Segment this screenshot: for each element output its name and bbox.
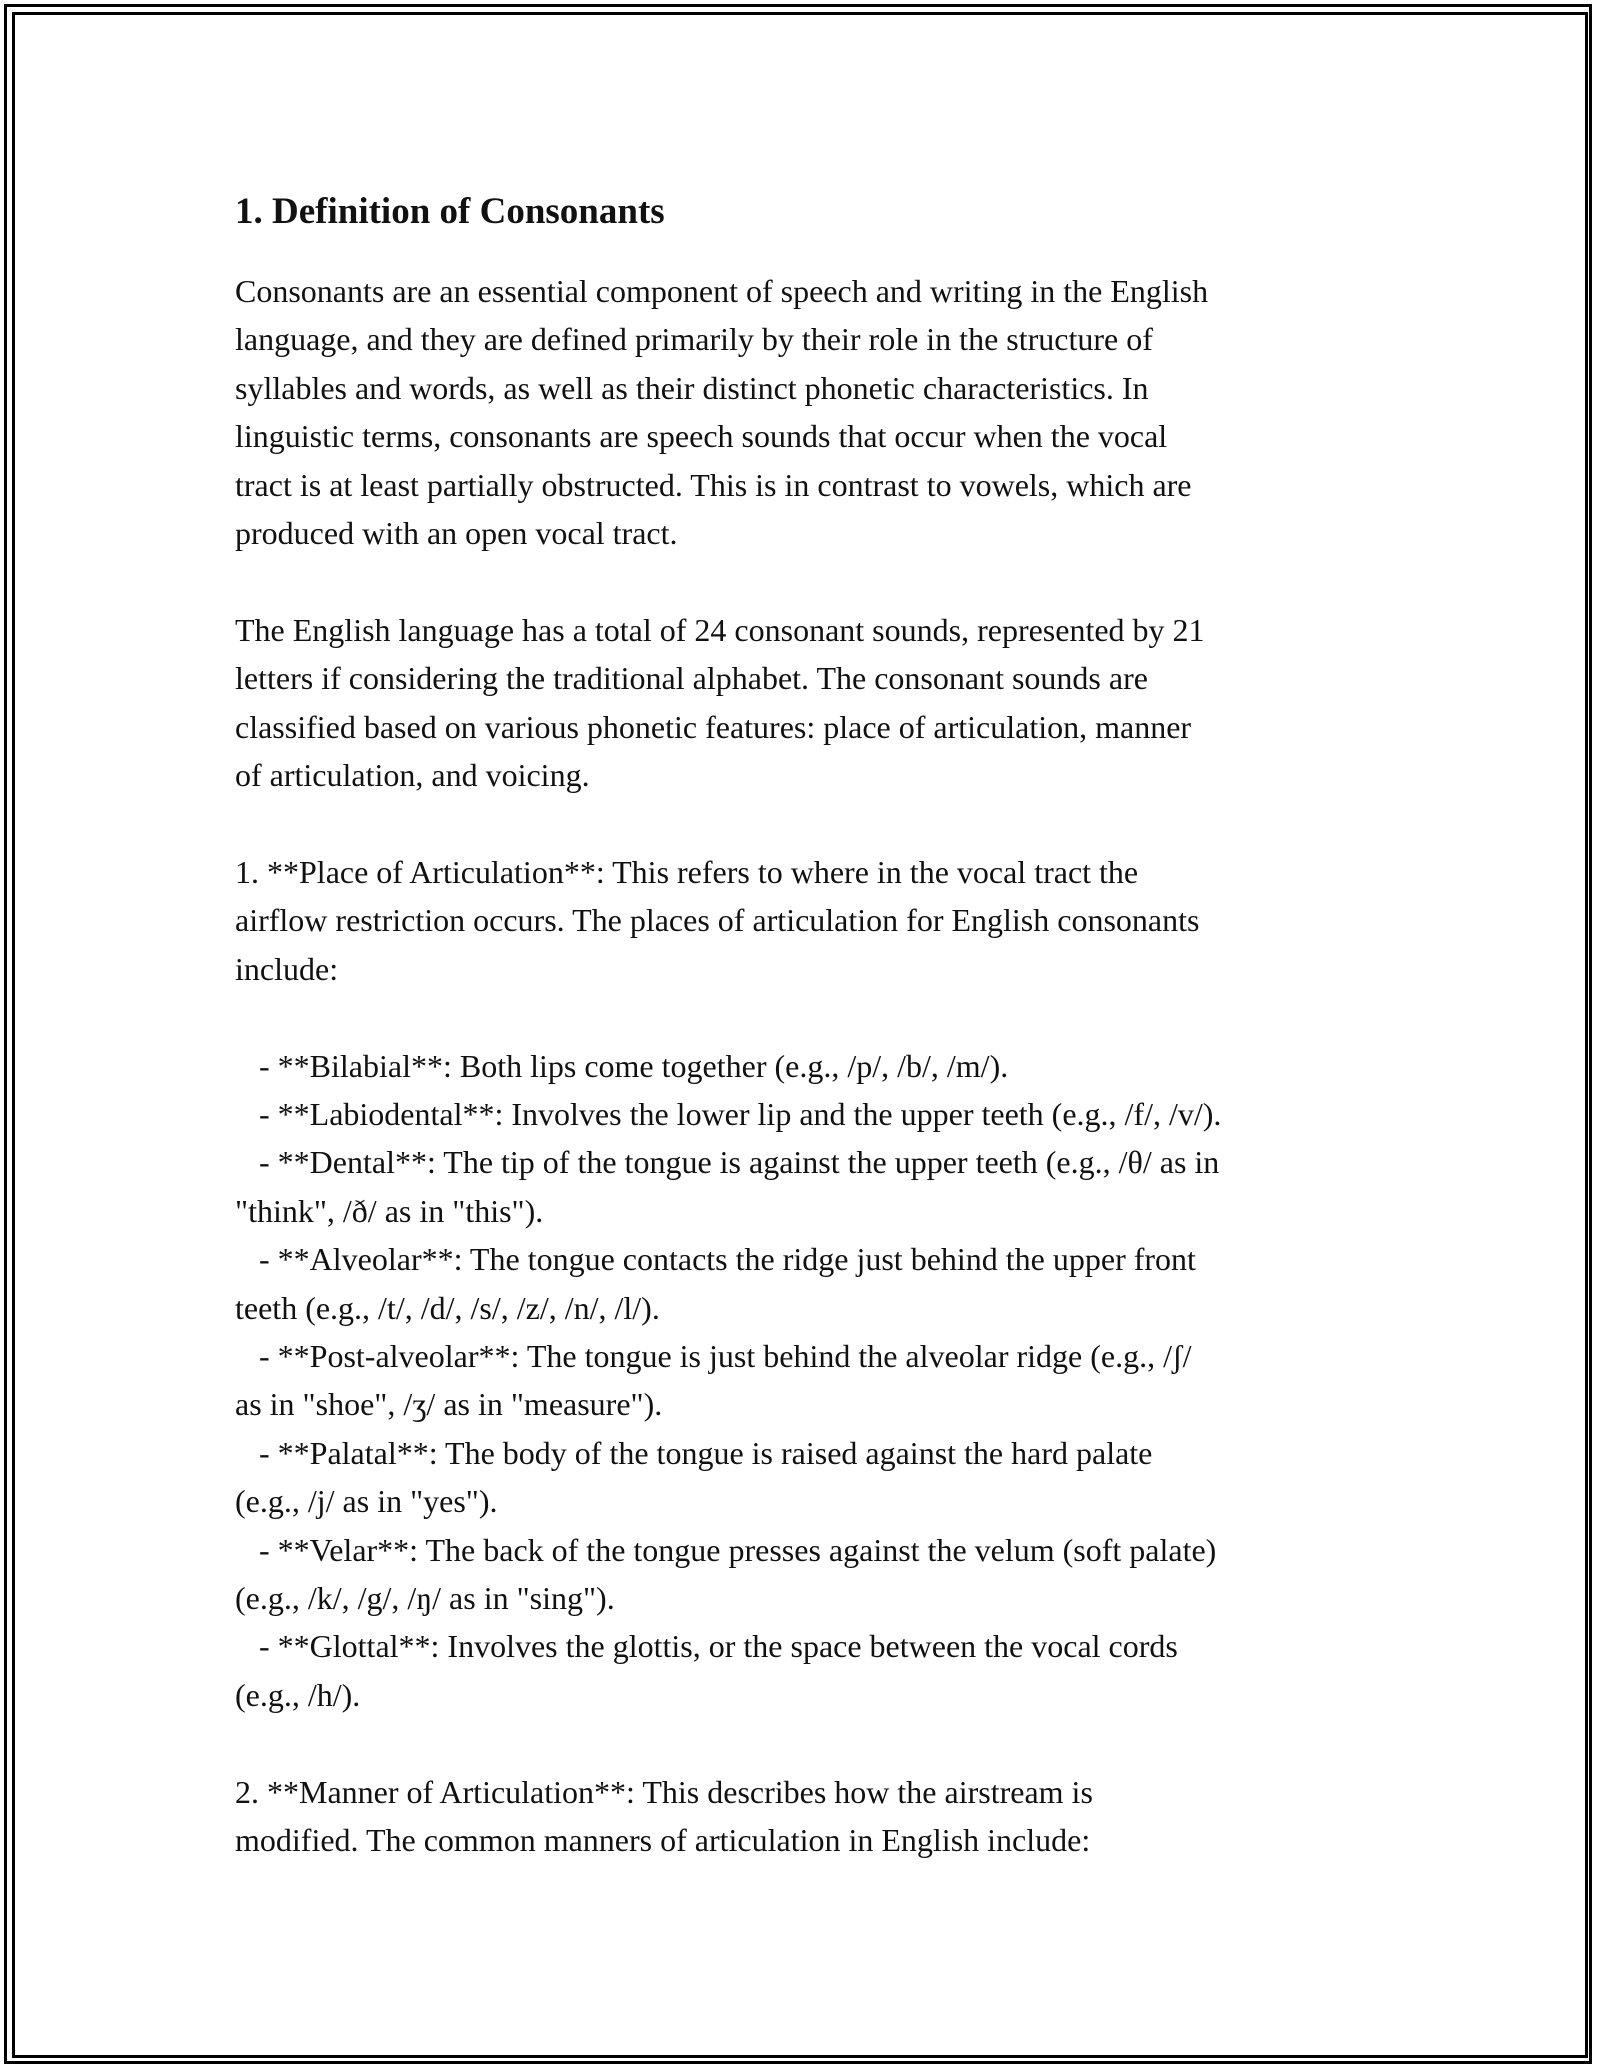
section-body: Consonants are an essential component of speech and writing in the English language, and they are defined primarily by their role in the structure of syllables and words, as well as their distinct phonetic characteristics. In linguistic terms, consonants are speech sounds that occur when the vocal tract is at least partially obstructed. This is in contrast to vowels, which are produced with an open vocal tract. The English language has a total of 24 consonant sounds, represented by 21 letters if considering the traditional alphabet. The consonant sounds are classified based on various phonetic features: place of articulation, manner of articulation, and voicing. 1. **Place of Articulation**: This refers to where in the vocal tract the airflow restriction occurs. The places of articulation for English consonants include: - **Bilabial**: Both lips come together (e.g., /p/, /b/, /m/). - **Labiodental**: Involves the lower lip and the upper teeth (e.g., /f/, /v/). - **Dental**: The tip of the tongue is against the upper teeth (e.g., /θ/ as in "think", /ð/ as in "this"). - **Alveolar**: The tongue contacts the ridge just behind the upper front teeth (e.g., /t/, /d/, /s/, /z/, /n/, /l/). - **Post-alveolar**: The tongue is just behind the alveolar ridge (e.g., /ʃ/ as in "shoe", /ʒ/ as in "measure"). - **Palatal**: The body of the tongue is raised against the hard palate (e.g., /j/ as in "yes"). - **Velar**: The back of the tongue presses against the velum (soft palate) (e.g., /k/, /g/, /ŋ/ as in "sing"). - **Glottal**: Involves the glottis, or the space between the vocal cords (e.g., /h/). 2. **Manner of Articulation**: This describes how the airstream is modified. The common manners of articulation in English include: [235,273,1222,1858]
section-heading: 1. Definition of Consonants [235,191,665,232]
document-page [235,185,1375,1864]
